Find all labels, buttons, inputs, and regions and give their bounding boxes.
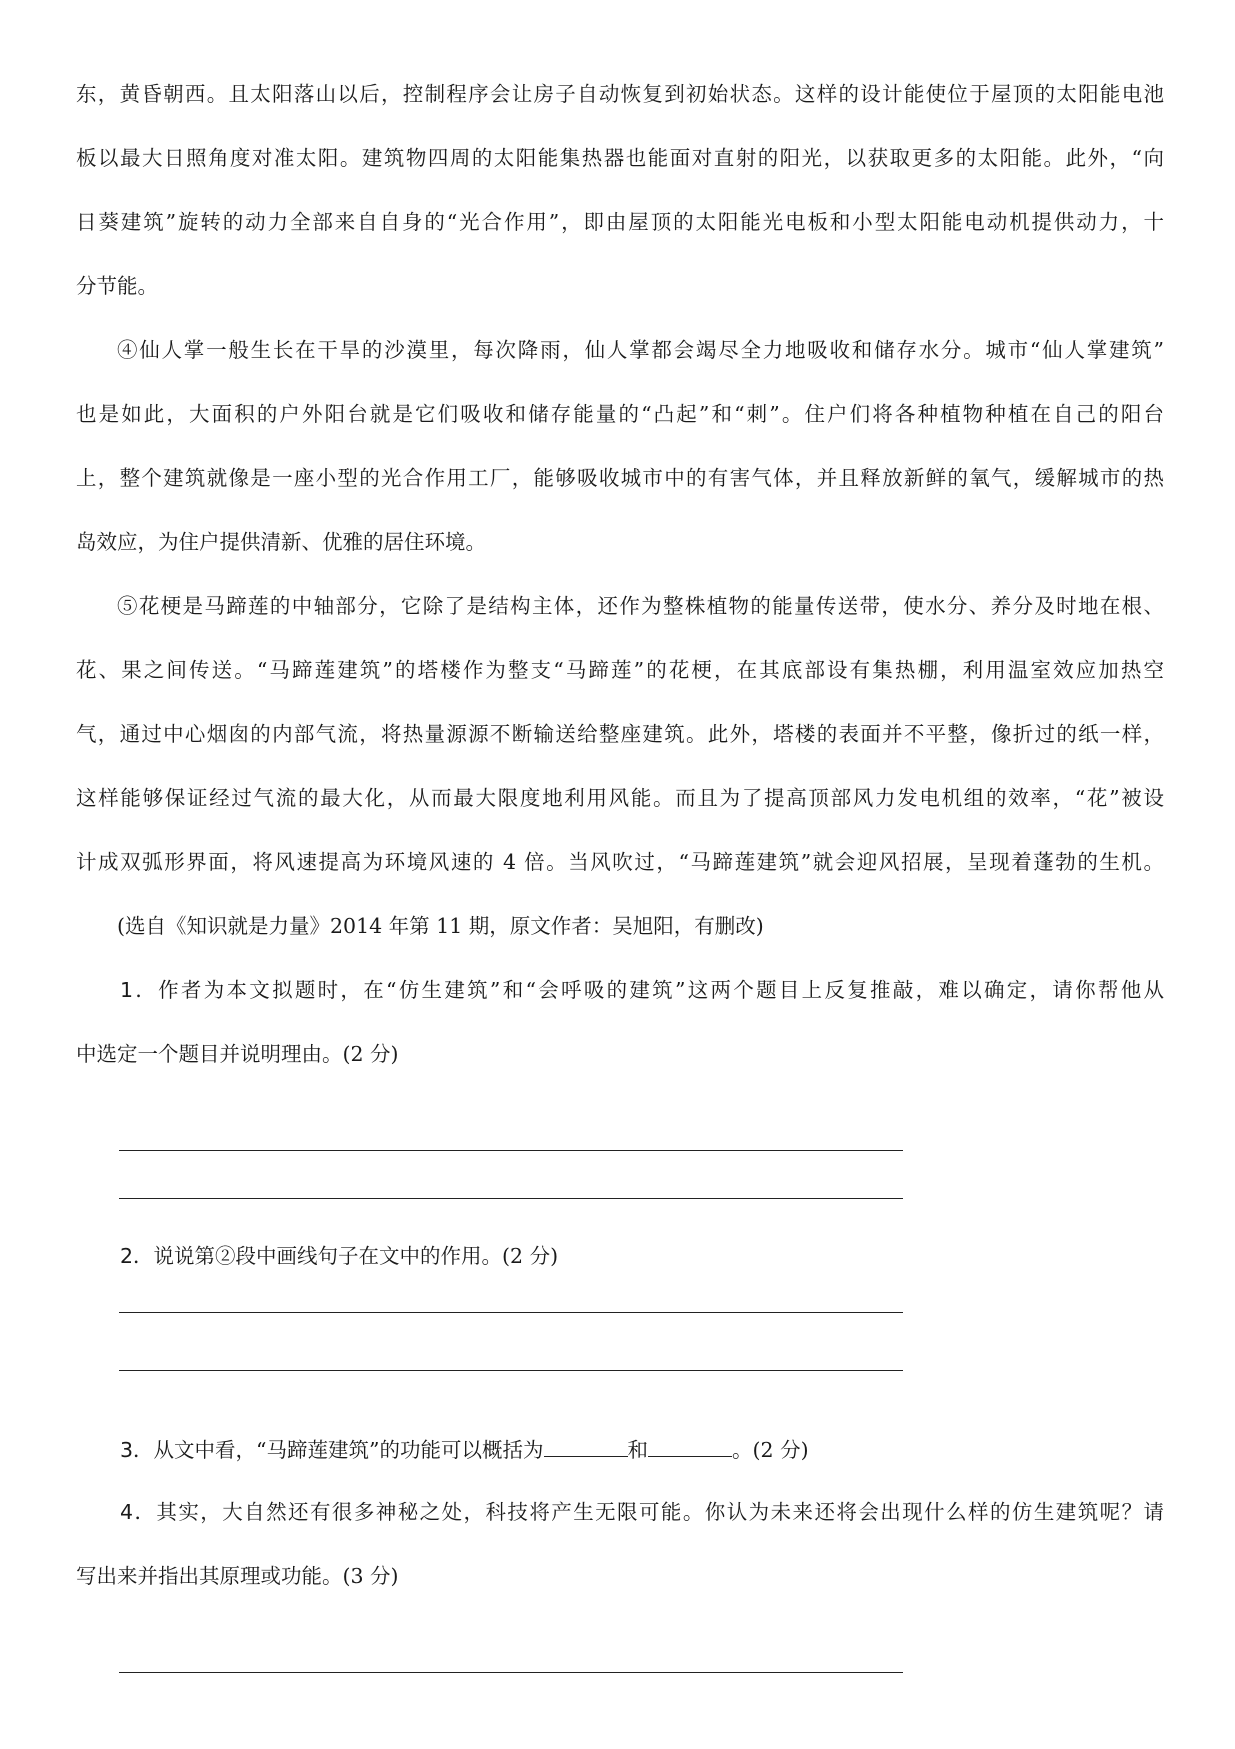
text-line: 东，黄昏朝西。且太阳落山以后，控制程序会让房子自动恢复到初始状态。这样的设计能使位于屋顶的太阳能电池 — [76, 82, 1164, 106]
question-line: 写出来并指出其原理或功能。(3 分) — [76, 1564, 399, 1588]
fill-blank-2[interactable] — [648, 1436, 732, 1457]
paragraph-5 — [76, 594, 1164, 914]
question-text: 。(2 分) — [732, 1438, 809, 1462]
question-text: 和 — [627, 1438, 649, 1462]
text-line: 计成双弧形界面，将风速提高为环境风速的 4 倍。当风吹过，“马蹄莲建筑”就会迎风招展，呈现着蓬勃的生机。 — [76, 850, 1164, 874]
document-page — [76, 82, 1164, 1690]
question-2 — [76, 1244, 1164, 1432]
text-line: 也是如此，大面积的户外阳台就是它们吸收和储存能量的“凸起”和“刺”。住户们将各种植物种植在自己的阳台 — [76, 402, 1164, 426]
fill-blank-1[interactable] — [544, 1436, 628, 1457]
source-citation: (选自《知识就是力量》2014 年第 11 期，原文作者：吴旭阳，有删改) — [117, 914, 764, 938]
question-number: 1． — [120, 978, 159, 1002]
question-number: 4． — [120, 1500, 157, 1524]
question-number: 3． — [120, 1438, 154, 1462]
answer-line[interactable] — [76, 1628, 1164, 1690]
question-line — [76, 1500, 1164, 1564]
text-line: 这样能够保证经过气流的最大化，从而最大限度地利用风能。而且为了提高顶部风力发电机组的效率，“花”被设 — [76, 786, 1164, 810]
text-line: 上，整个建筑就像是一座小型的光合作用工厂，能够吸收城市中的有害气体，并且释放新鲜的氧气，缓解城市的热 — [76, 466, 1164, 490]
text-line: 气，通过中心烟囱的内部气流，将热量源源不断输送给整座建筑。此外，塔楼的表面并不平整，像折过的纸一样， — [76, 722, 1164, 746]
text-line: 日葵建筑”旋转的动力全部来自自身的“光合作用”，即由屋顶的太阳能光电板和小型太阳能电动机提供动力，十 — [76, 210, 1164, 234]
answer-line[interactable] — [76, 1106, 1164, 1168]
text-line: 花、果之间传送。“马蹄莲建筑”的塔楼作为整支“马蹄莲”的花梗，在其底部设有集热棚，利用温室效应加热空 — [76, 658, 1164, 682]
text-line: ⑤花梗是马蹄莲的中轴部分，它除了是结构主体，还作为整株植物的能量传送带，使水分、养分及时地在根、 — [117, 594, 1164, 618]
question-line: 中选定一个题目并说明理由。(2 分) — [76, 1042, 399, 1066]
text-line: 板以最大日照角度对准太阳。建筑物四周的太阳能集热器也能面对直射的阳光，以获取更多的太阳能。此外，“向 — [76, 146, 1164, 170]
answer-line[interactable] — [76, 1370, 1164, 1432]
question-text: 作者为本文拟题时，在“仿生建筑”和“会呼吸的建筑”这两个题目上反复推敲，难以确定，请你帮他从 — [158, 978, 1164, 1002]
text-line: ④仙人掌一般生长在干旱的沙漠里，每次降雨，仙人掌都会竭尽全力地吸收和储存水分。城市“仙人掌建筑” — [117, 338, 1164, 362]
question-4 — [76, 1500, 1164, 1690]
question-line — [76, 1436, 1164, 1500]
text-line: 分节能。 — [76, 274, 158, 298]
question-3 — [76, 1436, 1164, 1500]
text-line: 岛效应，为住户提供清新、优雅的居住环境。 — [76, 530, 486, 554]
question-line — [76, 1244, 1164, 1308]
answer-line[interactable] — [76, 1308, 1164, 1370]
paragraph-4 — [76, 338, 1164, 594]
question-text: 从文中看，“马蹄莲建筑”的功能可以概括为 — [153, 1438, 544, 1462]
answer-line[interactable] — [76, 1168, 1164, 1230]
question-number: 2． — [120, 1244, 154, 1268]
question-line — [76, 978, 1164, 1042]
question-text: 说说第②段中画线句子在文中的作用。(2 分) — [153, 1244, 559, 1268]
question-text: 其实，大自然还有很多神秘之处，科技将产生无限可能。你认为未来还将会出现什么样的仿生建筑呢？请 — [156, 1500, 1165, 1524]
paragraph-3 — [76, 82, 1164, 338]
question-1 — [76, 978, 1164, 1230]
